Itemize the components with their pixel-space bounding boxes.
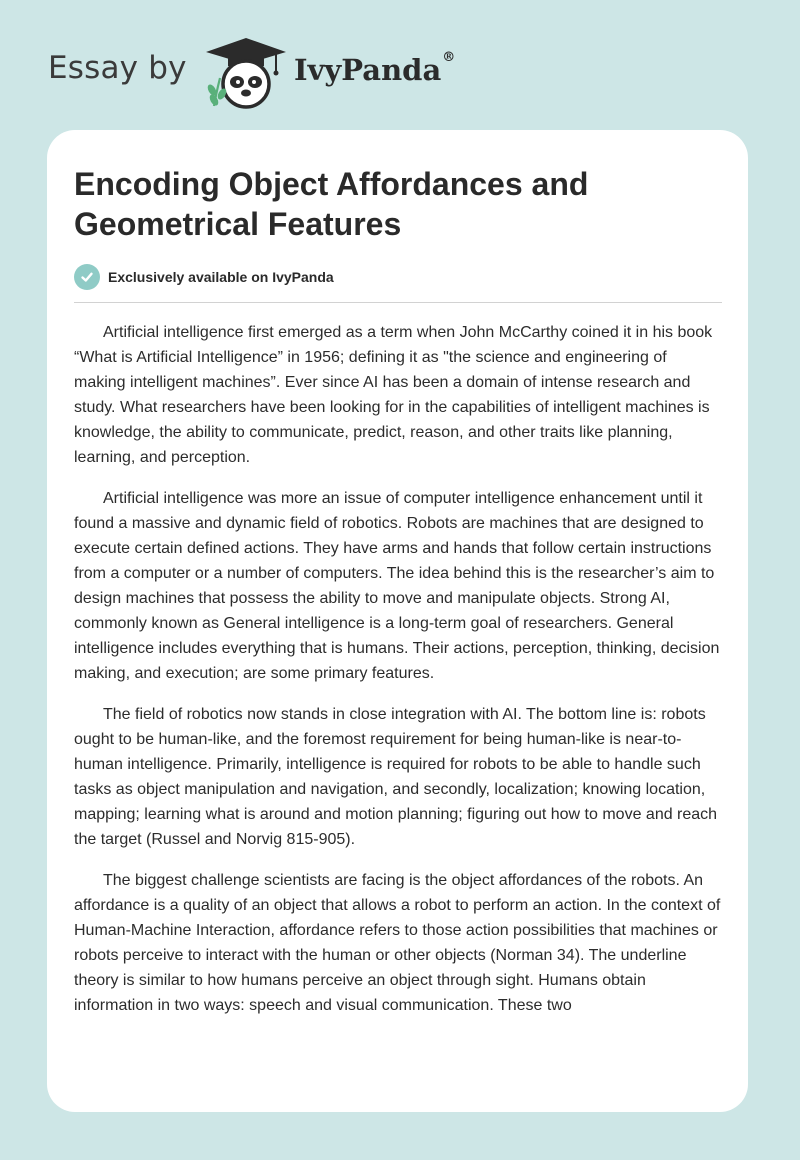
exclusive-badge xyxy=(74,263,334,291)
essay-card xyxy=(47,130,748,1112)
badge-label: Exclusively available on IvyPanda xyxy=(108,269,334,285)
paragraph: The biggest challenge scientists are facing is the object affordances of the robots. An affordance is a quality of an object that allows a robot to perform an action. In the context of Human-Machine Interaction, affordance refers to those action possibilities that machines or robots perceive to interact with the human or other objects (Norman 34). The underline theory is similar to how humans perceive an object through sight. Humans obtain information in two ways: speech and visual communication. These two xyxy=(74,872,721,1014)
divider xyxy=(74,302,722,303)
paragraph: Artificial intelligence first emerged as a term when John McCarthy coined it in his book “What is Artificial Intelligence” in 1956; defining it as "the science and engineering of making intelligent machines”. Ever since AI has been a domain of intense research and study. What researchers have been looking for in the capabilities of intelligent machines is knowledge, the ability to communicate, predict, reason, and other traits like planning, learning, and perception. xyxy=(74,324,713,466)
brand-text: IvyPanda xyxy=(294,53,442,87)
paragraph: Artificial intelligence was more an issue of computer intelligence enhancement until it found a massive and dynamic field of robotics. Robots are machines that are designed to execute certain defined actions. They have arms and hands that follow certain instructions from a computer or a number of computers. The idea behind this is the researcher’s aim to design machines that possess the ability to move and manipulate objects. Strong AI, commonly known as General intelligence is a long-term goal of researchers. General intelligence includes everything that is humans. Their actions, perception, thinking, decision making, and execution; are some primary features. xyxy=(74,490,720,682)
page-title: Encoding Object Affordances and Geometrical Features xyxy=(74,166,589,242)
site-header xyxy=(0,0,800,130)
essay-by-label: Essay by xyxy=(48,50,187,86)
registered-mark: ® xyxy=(442,50,456,65)
essay-body xyxy=(74,320,722,1034)
panda-logo-icon[interactable] xyxy=(200,34,292,110)
brand-name[interactable] xyxy=(294,50,456,87)
paragraph: The field of robotics now stands in close integration with AI. The bottom line is: robots ought to be human-like, and the foremost requirement for being human-like is near-to-human intelligence. Primarily, intelligence is required for robots to be able to handle such tasks as object manipulation and navigation, and secondly, localization; knowing location, mapping; learning what is around and motion planning; figuring out how to move and reach the target (Russel and Norvig 815-905). xyxy=(74,706,718,848)
check-icon xyxy=(74,264,100,290)
